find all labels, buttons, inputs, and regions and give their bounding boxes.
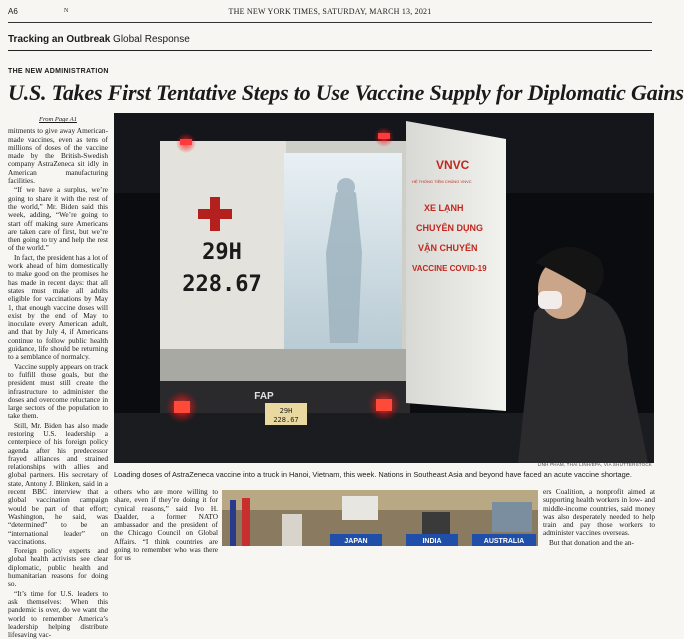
body-paragraph: others who are more willing to share, even if they’re doing it for cynical reasons,” said Ivo H. Daalder, a former NATO ambassador and the president of the Chicago Council on Global Affairs. “I think countries are going to remember who was there for us xyxy=(114,487,218,563)
tail-light-right xyxy=(376,399,392,411)
truck-scene-illustration xyxy=(114,113,654,463)
page-header xyxy=(8,6,652,20)
door-brand: VNVC xyxy=(436,158,470,172)
door-small-text: HỆ THỐNG TIÊM CHỦNG VNVC xyxy=(412,179,472,184)
rear-brand: FAP xyxy=(254,391,274,402)
flag-label-australia: AUSTRALIA xyxy=(483,538,525,545)
main-photo xyxy=(114,113,654,463)
body-paragraph: Still, Mr. Biden has also made restoring U.S. leadership a centerpiece of his foreign policy agenda after his predecessor frayed alliances and strained relationships with allies and global partners. His secretary of state, Antony J. Blinken, said in a recent BBC interview that a global vaccination campaign would be part of that effort; Washington, he said, was “determined” to be an “international leader” on vaccinations. xyxy=(8,420,108,546)
right-column xyxy=(543,488,655,546)
body-paragraph: ers Coalition, a nonprofit aimed at supporting health workers in low- and middle-income countries, said money was also desperately needed to help train and pay those workers to administer vaccines overseas. xyxy=(543,487,655,538)
section-label-rest: Global Response xyxy=(113,34,190,45)
middle-column xyxy=(114,487,218,563)
section-rule xyxy=(8,50,652,51)
body-paragraph: In fact, the president has a lot of work ahead of him domestically to make good on the promises he has made in recent days: that all states must make all adults eligible for vaccinations by May 1, that enough vaccine doses will exist by the end of May to inoculate every American adult, and that by July 4, if Americans continue to follow public health guidance, life should be returning to a semblance of normalcy. xyxy=(8,252,109,362)
door-line-1: XE LẠNH xyxy=(424,203,464,213)
door-line-2: CHUYÊN DỤNG xyxy=(416,223,484,233)
body-paragraph: Vaccine supply appears on track to fulfill those goals, but the president must still create the infrastructure to administer the doses and overcome reluctance in large sectors of the population to take them. xyxy=(8,361,109,421)
edition-mark: N xyxy=(64,8,69,14)
face-mask xyxy=(538,291,562,309)
header-rule xyxy=(8,22,652,23)
page-number: A6 xyxy=(8,7,18,16)
body-paragraph: mitments to give away American-made vaccines, even as tens of millions of doses of the vaccine made by the British-Swedish company AstraZeneca sit idly in American manufacturing facilities. xyxy=(8,126,108,186)
body-paragraph: “If we have a surplus, we’re going to share it with the rest of the world,” Mr. Biden said this week, adding, “We’re going to start off making sure Americans are taken care of first, but we’re then going to try and help the rest of the world.” xyxy=(8,185,108,253)
masthead-line: THE NEW YORK TIMES, SATURDAY, MARCH 13, 2021 xyxy=(228,7,432,16)
jump-line: From Page A1 xyxy=(39,116,77,123)
kicker: THE NEW ADMINISTRATION xyxy=(8,68,109,75)
tail-light-left xyxy=(174,401,190,413)
flag-label-india: INDIA xyxy=(422,538,442,545)
secondary-photo xyxy=(222,490,538,546)
section-label xyxy=(8,34,190,45)
door-line-4: VACCINE COVID-19 xyxy=(412,264,487,273)
summit-scene-illustration xyxy=(222,490,538,546)
section-label-bold: Tracking an Outbreak xyxy=(8,34,111,45)
left-column xyxy=(8,116,109,639)
photo-caption: Loading doses of AstraZeneca vaccine into a truck in Hanoi, Vietnam, this week. Nations in Southeast Asia and beyond have faced an acute vaccine shortage. xyxy=(114,470,632,479)
rear-plate-top: 29H xyxy=(279,407,293,415)
truck-number-top: 29H xyxy=(202,240,242,265)
truck-number-bottom: 228.67 xyxy=(182,272,262,297)
body-paragraph: Foreign policy experts and global health activists see clear diplomatic, public health and humanitarian reasons for doing so. xyxy=(8,546,108,589)
rear-plate-bottom: 228.67 xyxy=(273,416,299,424)
body-paragraph: But that donation and the an- xyxy=(549,537,634,547)
door-line-3: VẬN CHUYỂN xyxy=(418,243,478,253)
photo-credit: LINH PHAM, THAI LINH/EPA, VIA SHUTTERSTOCK xyxy=(537,462,652,467)
body-paragraph: “It’s time for U.S. leaders to ask themselves: When this pandemic is over, do we want the world to remember America’s leadership helping distribute lifesaving vac- xyxy=(8,588,108,639)
headline: U.S. Takes First Tentative Steps to Use Vaccine Supply for Diplomatic Gains xyxy=(8,80,684,105)
flag-label-japan: JAPAN xyxy=(344,538,368,545)
